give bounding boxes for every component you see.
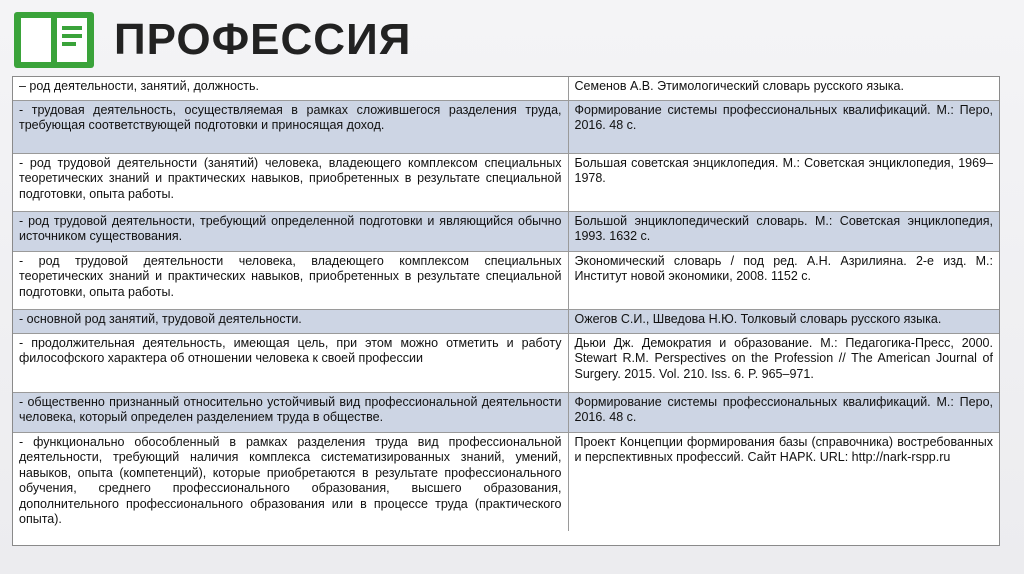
table-row [13, 211, 999, 251]
definition-cell: - продолжительная деятельность, имеющая цель, при этом можно отметить и работу философского характера об отношении человека к своей профессии [13, 333, 568, 392]
table-row [13, 153, 999, 211]
definition-cell: - функционально обособленный в рамках разделения труда вид профессиональной деятельности, требующий наличия комплекса систематизированных знаний, умений, навыков, опыта (компетенций), которые приобретаются в результате профессионального обучения, среднего профессионального образования, высшего образования, дополнительного профессионального образования или в процессе труда (практического опыта). [13, 432, 568, 531]
source-cell: Большой энциклопедический словарь. М.: Советская энциклопедия, 1993. 1632 с. [568, 211, 999, 251]
table-row [13, 251, 999, 309]
page-title: ПРОФЕССИЯ [114, 15, 412, 64]
definition-cell: – род деятельности, занятий, должность. [13, 77, 568, 100]
source-cell: Ожегов С.И., Шведова Н.Ю. Толковый словарь русского языка. [568, 309, 999, 333]
table-row [13, 333, 999, 392]
book-icon [12, 10, 96, 70]
table-row [13, 77, 999, 100]
table-row [13, 100, 999, 153]
source-cell: Формирование системы профессиональных квалификаций. М.: Перо, 2016. 48 с. [568, 100, 999, 153]
table-row [13, 392, 999, 432]
source-cell: Семенов А.В. Этимологический словарь русского языка. [568, 77, 999, 100]
source-cell: Экономический словарь / под ред. А.Н. Азрилияна. 2-е изд. М.: Институт новой экономики, 2008. 1152 с. [568, 251, 999, 309]
source-cell: Дьюи Дж. Демократия и образование. М.: Педагогика-Пресс, 2000. Stewart R.M. Perspectives on the Profession // The American Journal of Surgery. 2015. Vol. 210. Iss. 6. P. 965–971. [568, 333, 999, 392]
table-row [13, 309, 999, 333]
definition-cell: - основной род занятий, трудовой деятельности. [13, 309, 568, 333]
header [12, 8, 411, 72]
definition-cell: - род трудовой деятельности человека, владеющего комплексом специальных теоретических знаний и практических навыков, приобретенных в результате специальной подготовки, опыта работы. [13, 251, 568, 309]
source-cell: Проект Концепции формирования базы (справочника) востребованных и перспективных профессий. Сайт НАРК. URL: http://nark-rspp.ru [568, 432, 999, 531]
definition-cell: - трудовая деятельность, осуществляемая в рамках сложившегося разделения труда, требующая соответствующей подготовки и приносящая доход. [13, 100, 568, 153]
definition-cell: - род трудовой деятельности (занятий) человека, владеющего комплексом специальных теоретических знаний и практических навыков, приобретенных в результате специальной подготовки, опыта работы. [13, 153, 568, 211]
definitions-table [12, 76, 1000, 546]
definition-cell: - общественно признанный относительно устойчивый вид профессиональной деятельности человека, который определен разделением труда в обществе. [13, 392, 568, 432]
source-cell: Формирование системы профессиональных квалификаций. М.: Перо, 2016. 48 с. [568, 392, 999, 432]
table-row [13, 432, 999, 531]
definition-cell: - род трудовой деятельности, требующий определенной подготовки и являющийся обычно источником существования. [13, 211, 568, 251]
source-cell: Большая советская энциклопедия. М.: Советская энциклопедия, 1969–1978. [568, 153, 999, 211]
